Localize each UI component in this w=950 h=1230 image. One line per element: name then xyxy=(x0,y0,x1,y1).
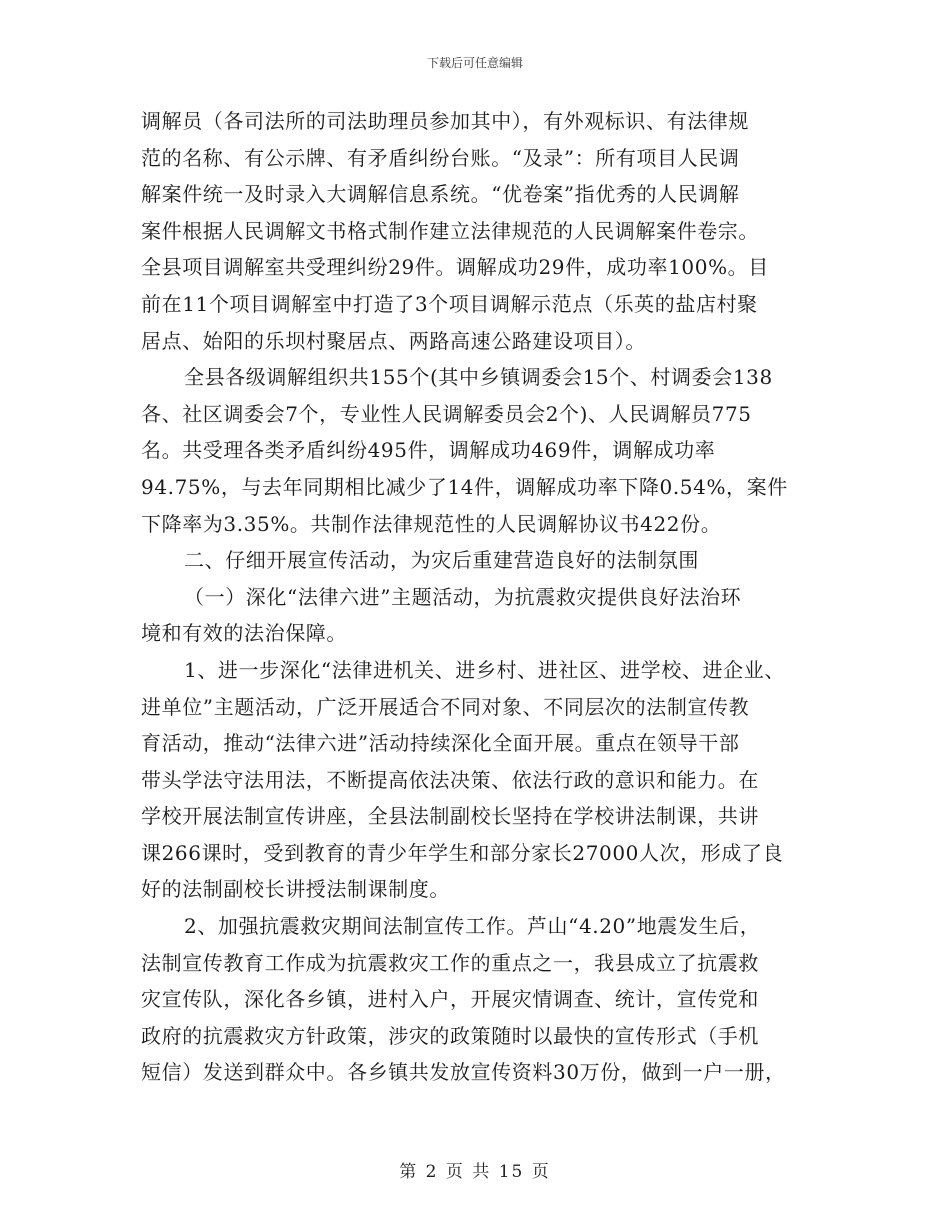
page-number: 第 2 页 共 15 页 xyxy=(399,1162,551,1182)
text-line-3: 解案件统一及时录入大调解信息系统。“优卷案”指优秀的人民调解 xyxy=(141,182,740,207)
text-line-4: 案件根据人民调解文书格式制作建立法律规范的人民调解案件卷宗。 xyxy=(141,218,759,243)
text-line-10: 名。共受理各类矛盾纠纷495件，调解成功469件，调解成功率 xyxy=(141,438,716,463)
text-line-6: 前在11个项目调解室中打造了3个项目调解示范点（乐英的盐店村聚 xyxy=(141,291,758,316)
text-line-15: 境和有效的法治保障。 xyxy=(141,621,347,646)
text-line-23: 2、加强抗震救灾期间法制宣传工作。芦山“4.20”地震发生后， xyxy=(184,914,761,939)
document-body xyxy=(141,103,831,1091)
text-line-11: 94.75%，与去年同期相比减少了14件，调解成功率下降0.54%，案件 xyxy=(141,474,788,499)
text-line-27: 短信）发送到群众中。各乡镇共发放宣传资料30万份，做到一户一册， xyxy=(141,1060,786,1085)
text-line-26: 政府的抗震救灾方针政策，涉灾的政策随时以最快的宣传形式（手机 xyxy=(141,1023,759,1048)
text-line-25: 灾宣传队，深化各乡镇，进村入户，开展灾情调查、统计，宣传党和 xyxy=(141,987,759,1012)
text-line-17: 进单位”主题活动，广泛开展适合不同对象、不同层次的法制宣传教 xyxy=(141,694,750,719)
text-line-1: 调解员（各司法所的司法助理员参加其中），有外观标识、有法律规 xyxy=(141,109,749,133)
text-line-20: 学校开展法制宣传讲座，全县法制副校长坚持在学校讲法制课，共讲 xyxy=(141,804,759,829)
page-header-note: 下载后可任意编辑 xyxy=(426,56,523,70)
text-line-21: 课266课时，受到教育的青少年学生和部分家长27000人次，形成了良 xyxy=(141,840,784,865)
text-line-19: 带头学法守法用法，不断提高依法决策、依法行政的意识和能力。在 xyxy=(141,767,759,792)
text-line-2: 范的名称、有公示牌、有矛盾纠纷台账。“及录”：所有项目人民调 xyxy=(141,145,740,170)
text-line-8: 全县各级调解组织共155个(其中乡镇调委会15个、村调委会138 xyxy=(184,365,773,390)
text-line-22: 好的法制副校长讲授法制课制度。 xyxy=(141,877,450,902)
text-line-18: 育活动，推动“法律六进”活动持续深化全面开展。重点在领导干部 xyxy=(141,731,740,756)
text-line-16: 1、进一步深化“法律进机关、进乡村、进社区、进学校、进企业、 xyxy=(184,657,785,682)
text-line-12: 下降率为3.35%。共制作法律规范性的人民调解协议书422份。 xyxy=(141,511,722,536)
text-line-5: 全县项目调解室共受理纠纷29件。调解成功29件，成功率100%。目 xyxy=(141,255,769,280)
text-line-24: 法制宣传教育工作成为抗震救灾工作的重点之一，我县成立了抗震救 xyxy=(141,950,759,975)
text-line-9: 各、社区调委会7个，专业性人民调解委员会2个)、人民调解员775 xyxy=(141,401,752,426)
subsection-heading: （一）深化“法律六进”主题活动，为抗震救灾提供良好法治环 xyxy=(184,584,742,609)
text-line-7: 居点、始阳的乐坝村聚居点、两路高速公路建设项目）。 xyxy=(141,328,646,353)
section-heading: 二、仔细开展宣传活动，为灾后重建营造良好的法制氛围 xyxy=(184,548,699,573)
